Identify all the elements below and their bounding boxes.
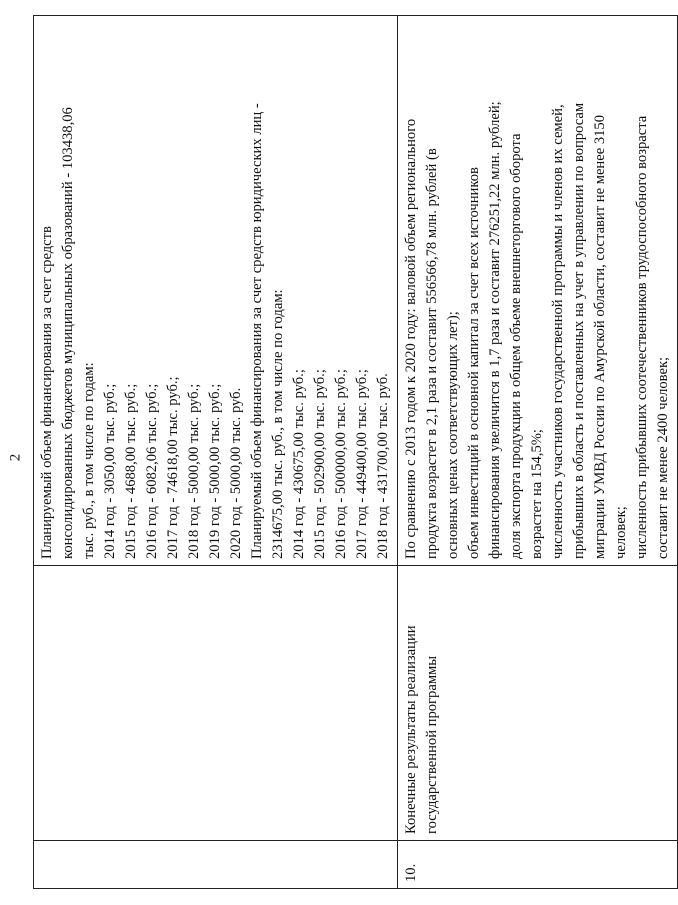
text-line: 2015 год - 4688,00 тыс. руб.; (123, 383, 139, 559)
text-line: возрастет на 154,5%; (529, 429, 545, 559)
text-line: тыс. руб., в том числе по годам: (81, 362, 97, 559)
label-line: Конечные результаты реализации (403, 625, 419, 834)
text-line: 2014 год - 3050,00 тыс. руб.; (102, 383, 118, 559)
text-line: консолидированных бюджетов муниципальных образований - 103438,06 (60, 107, 76, 559)
text-line: 2017 год - 449400,00 тыс. руб.; (354, 369, 370, 559)
text-line: численность прибывших соотечественников трудоспособного возраста (634, 115, 650, 559)
row-content-cell (398, 16, 678, 566)
text-line: 2018 год - 431700,00 тыс. руб. (375, 373, 391, 559)
text-line: Планируемый объем финансирования за счет средств (39, 226, 55, 559)
row-number-cell: 10. (398, 841, 678, 889)
text-line: 2015 год - 502900,00 тыс. руб.; (312, 369, 328, 559)
page-number: 2 (7, 453, 24, 462)
text-line: продукта возрастет в 2,1 раза и составит 556566,78 млн. рублей (в (424, 148, 440, 559)
text-line: человек; (613, 506, 629, 559)
text-line: 2016 год - 6082,06 тыс. руб.; (144, 383, 160, 559)
text-line: 2017 год - 74618,00 тыс. руб.; (165, 376, 181, 559)
row-label-cell (398, 566, 678, 841)
text-line: составит не менее 2400 человек; (655, 356, 671, 559)
table-row (398, 16, 678, 889)
row-number-cell (34, 841, 398, 889)
text-line: прибывших в область и поставленных на учет в управлении по вопросам (571, 102, 587, 559)
table-row (34, 16, 398, 889)
document-page (33, 16, 671, 889)
text-line: Планируемый объем финансирования за счет средств юридических лиц - (249, 103, 265, 559)
row-content-cell (34, 16, 398, 566)
text-line: 2020 год - 5000,00 тыс. руб. (228, 387, 244, 559)
text-line: 2018 год - 5000,00 тыс. руб.; (186, 383, 202, 559)
label-line: государственной программы (424, 655, 440, 834)
text-line: 2014 год - 430675,00 тыс. руб.; (291, 369, 307, 559)
text-line: миграции УМВД России по Амурской области, составит не менее 3150 (592, 114, 608, 559)
row-label-cell (34, 566, 398, 841)
text-line: численность участников государственной программы и членов их семей, (550, 104, 566, 559)
text-line: объем инвестиций в основной капитал за счет всех источников (466, 167, 482, 559)
text-line: доля экспорта продукции в общем объеме внешнеторгового оборота (508, 133, 524, 559)
rotated-sheet (33, 16, 671, 889)
text-line: 2016 год - 500000,00 тыс. руб.; (333, 369, 349, 559)
text-line: финансирования увеличится в 1,7 раза и составит 276251,22 млн. рублей; (487, 101, 503, 559)
text-line: основных ценах соответствующих лет); (445, 311, 461, 559)
text-line: 2019 год - 5000,00 тыс. руб.; (207, 383, 223, 559)
text-line: 2314675,00 тыс. руб., в том числе по годам: (270, 289, 286, 559)
text-line: По сравнению с 2013 годом к 2020 году: валовой объем регионального (403, 118, 419, 559)
program-table (33, 15, 678, 889)
